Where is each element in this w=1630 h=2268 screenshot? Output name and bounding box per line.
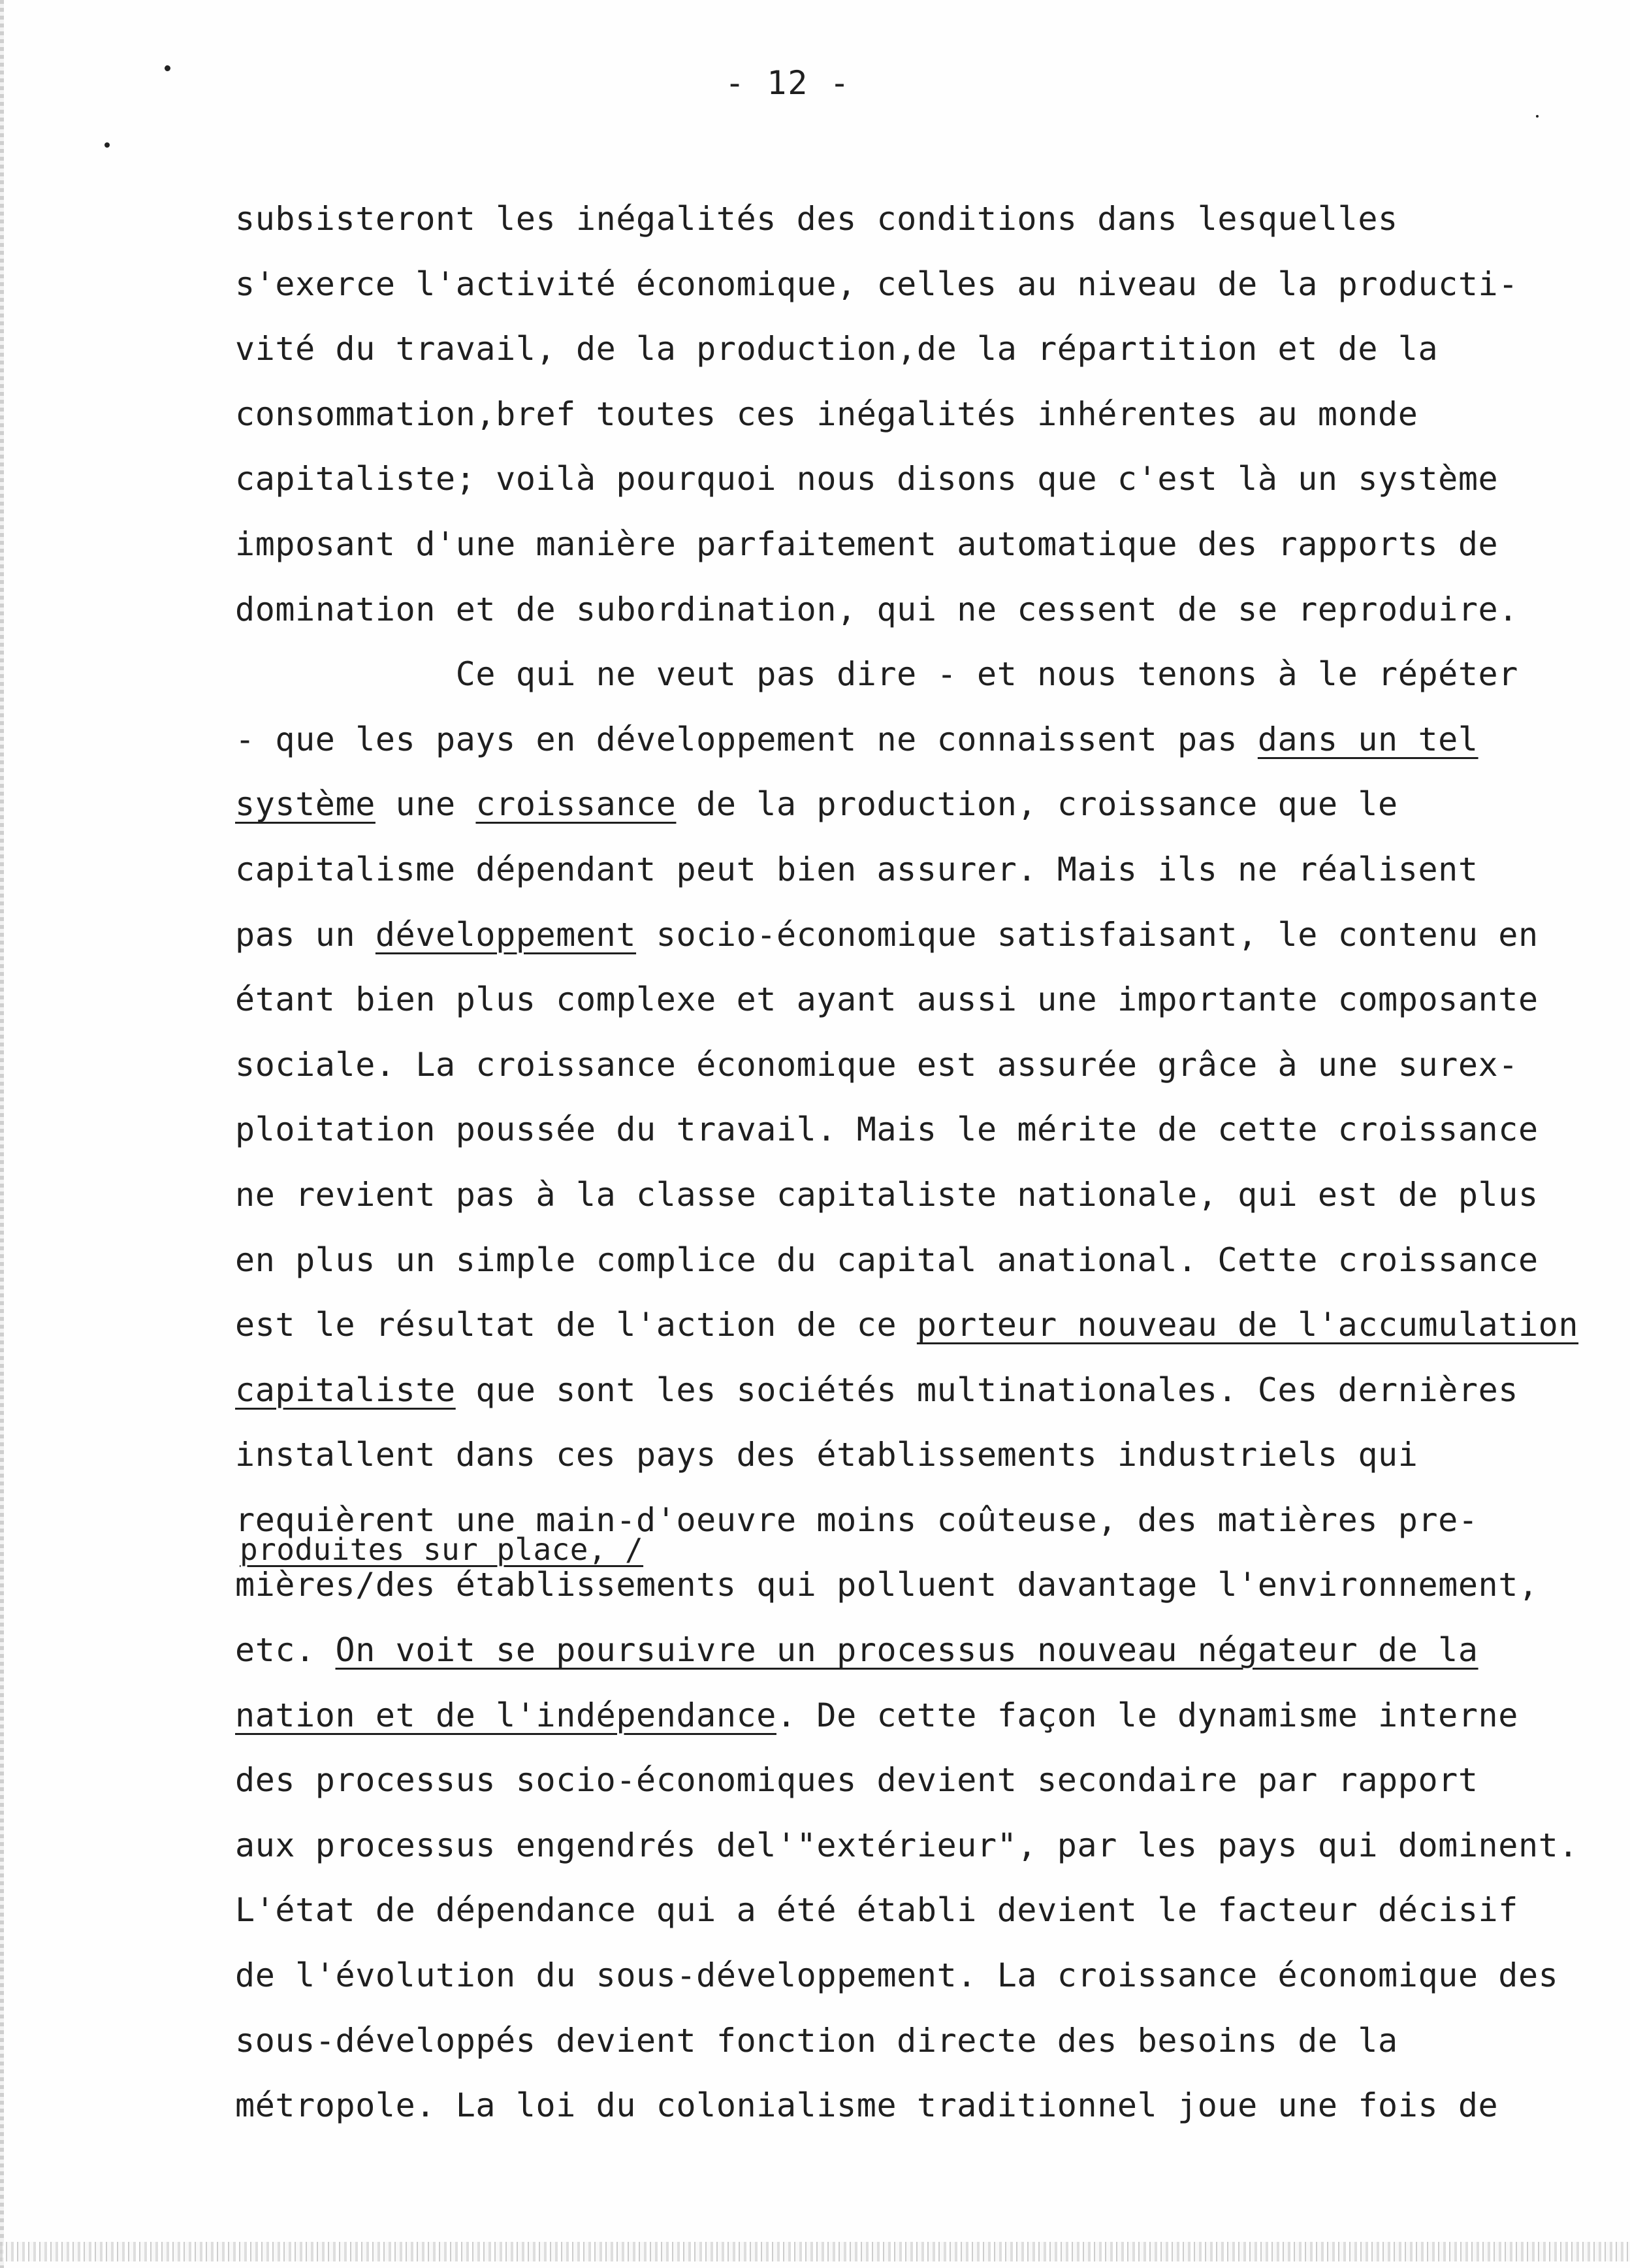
text-line — [235, 252, 1593, 317]
text-segment: pas un — [235, 915, 376, 954]
text-segment: . De cette façon le dynamisme interne — [776, 1696, 1518, 1734]
text-segment: sous-développés devient fonction directe des besoins de la — [235, 2021, 1398, 2060]
text-segment: capitaliste; voilà pourquoi nous disons que c'est là un système — [235, 460, 1499, 498]
text-segment: subsisteront les inégalités des conditions dans lesquelles — [235, 200, 1398, 238]
text-line — [235, 1683, 1593, 1749]
text-segment: Ce qui ne veut pas dire - et nous tenons à le répéter — [235, 655, 1518, 694]
text-line — [235, 1097, 1593, 1163]
text-line — [235, 382, 1593, 447]
text-line — [235, 903, 1593, 968]
text-segment: aux processus engendrés del'"extérieur", par les pays qui dominent. — [235, 1826, 1579, 1864]
text-segment: etc. — [235, 1631, 336, 1670]
text-segment: s'exerce l'activité économique, celles au niveau de la producti- — [235, 265, 1518, 303]
text-line — [235, 2073, 1593, 2139]
text-segment: ne revient pas à la classe capitaliste nationale, qui est de plus — [235, 1175, 1539, 1214]
text-segment: métropole. La loi du colonialisme traditionnel joue une fois de — [235, 2086, 1499, 2125]
underlined-text: nation et de l'indépendance — [235, 1696, 776, 1734]
underlined-text: capitaliste — [235, 1370, 456, 1409]
text-line — [235, 2009, 1593, 2074]
text-line — [235, 577, 1593, 643]
text-line — [235, 707, 1593, 773]
page-number: - 12 - — [725, 64, 851, 102]
underlined-text: dans un tel — [1257, 720, 1478, 758]
text-line — [235, 1618, 1593, 1683]
text-line — [235, 317, 1593, 382]
text-line — [235, 1163, 1593, 1228]
text-line — [235, 1293, 1593, 1358]
text-line — [235, 1748, 1593, 1813]
text-segment: que sont les sociétés multinationales. Ces dernières — [455, 1370, 1518, 1409]
text-segment: socio-économique satisfaisant, le contenu en — [636, 915, 1539, 954]
scan-edge — [0, 0, 4, 2268]
body-text — [235, 187, 1593, 2139]
underlined-text: porteur nouveau de l'accumulation — [916, 1306, 1579, 1344]
text-line — [235, 1943, 1593, 2009]
underlined-text: développement — [375, 915, 637, 954]
text-segment: une — [375, 785, 476, 824]
text-line — [235, 512, 1593, 577]
text-segment: est le résultat de l'action de ce — [235, 1306, 917, 1344]
text-line — [235, 772, 1593, 837]
text-line — [235, 447, 1593, 512]
text-segment: domination et de subordination, qui ne cessent de se reproduire. — [235, 590, 1518, 628]
text-line — [235, 642, 1593, 707]
text-segment: consommation,bref toutes ces inégalités inhérentes au monde — [235, 395, 1418, 433]
text-segment: étant bien plus complexe et ayant aussi une importante composante — [235, 980, 1539, 1019]
text-segment: en plus un simple complice du capital anational. Cette croissance — [235, 1240, 1539, 1279]
ink-speck — [165, 65, 170, 71]
text-line — [235, 967, 1593, 1033]
underlined-text: système — [235, 785, 376, 824]
text-segment: requièrent une main-d'oeuvre moins coûteuse, des matières pre- — [235, 1500, 1478, 1539]
scan-bottom-edge — [0, 2242, 1630, 2261]
text-segment: capitalisme dépendant peut bien assurer. Mais ils ne réalisent — [235, 850, 1478, 888]
ink-speck — [104, 142, 110, 148]
text-segment: vité du travail, de la production,de la répartition et de la — [235, 330, 1439, 368]
text-line — [235, 1423, 1593, 1488]
text-segment: - que les pays en développement ne connaissent pas — [235, 720, 1258, 758]
text-segment: L'état de dépendance qui a été établi devient le facteur décisif — [235, 1891, 1518, 1930]
text-segment: de la production, croissance que le — [676, 785, 1398, 824]
text-segment: mières/des établissements qui polluent davantage l'environnement, — [235, 1566, 1539, 1604]
text-line — [235, 1033, 1593, 1098]
text-segment: imposant d'une manière parfaitement automatique des rapports de — [235, 525, 1499, 563]
text-line — [235, 1228, 1593, 1293]
text-line — [235, 1878, 1593, 1943]
text-segment: installent dans ces pays des établissements industriels qui — [235, 1436, 1418, 1474]
text-line — [235, 187, 1593, 252]
text-line — [235, 1813, 1593, 1879]
text-line — [235, 837, 1593, 903]
interlinear-insert: produites sur place, / — [240, 1532, 644, 1567]
underlined-text: On voit se poursuivre un processus nouveau négateur de la — [335, 1631, 1478, 1670]
text-line — [235, 1358, 1593, 1423]
text-segment: ploitation poussée du travail. Mais le mérite de cette croissance — [235, 1110, 1539, 1149]
text-segment: des processus socio-économiques devient secondaire par rapport — [235, 1761, 1478, 1800]
ink-speck — [1536, 115, 1539, 118]
text-segment: de l'évolution du sous-développement. La croissance économique des — [235, 1956, 1559, 1995]
text-segment: sociale. La croissance économique est assurée grâce à une surex- — [235, 1045, 1518, 1084]
underlined-text: croissance — [475, 785, 677, 824]
